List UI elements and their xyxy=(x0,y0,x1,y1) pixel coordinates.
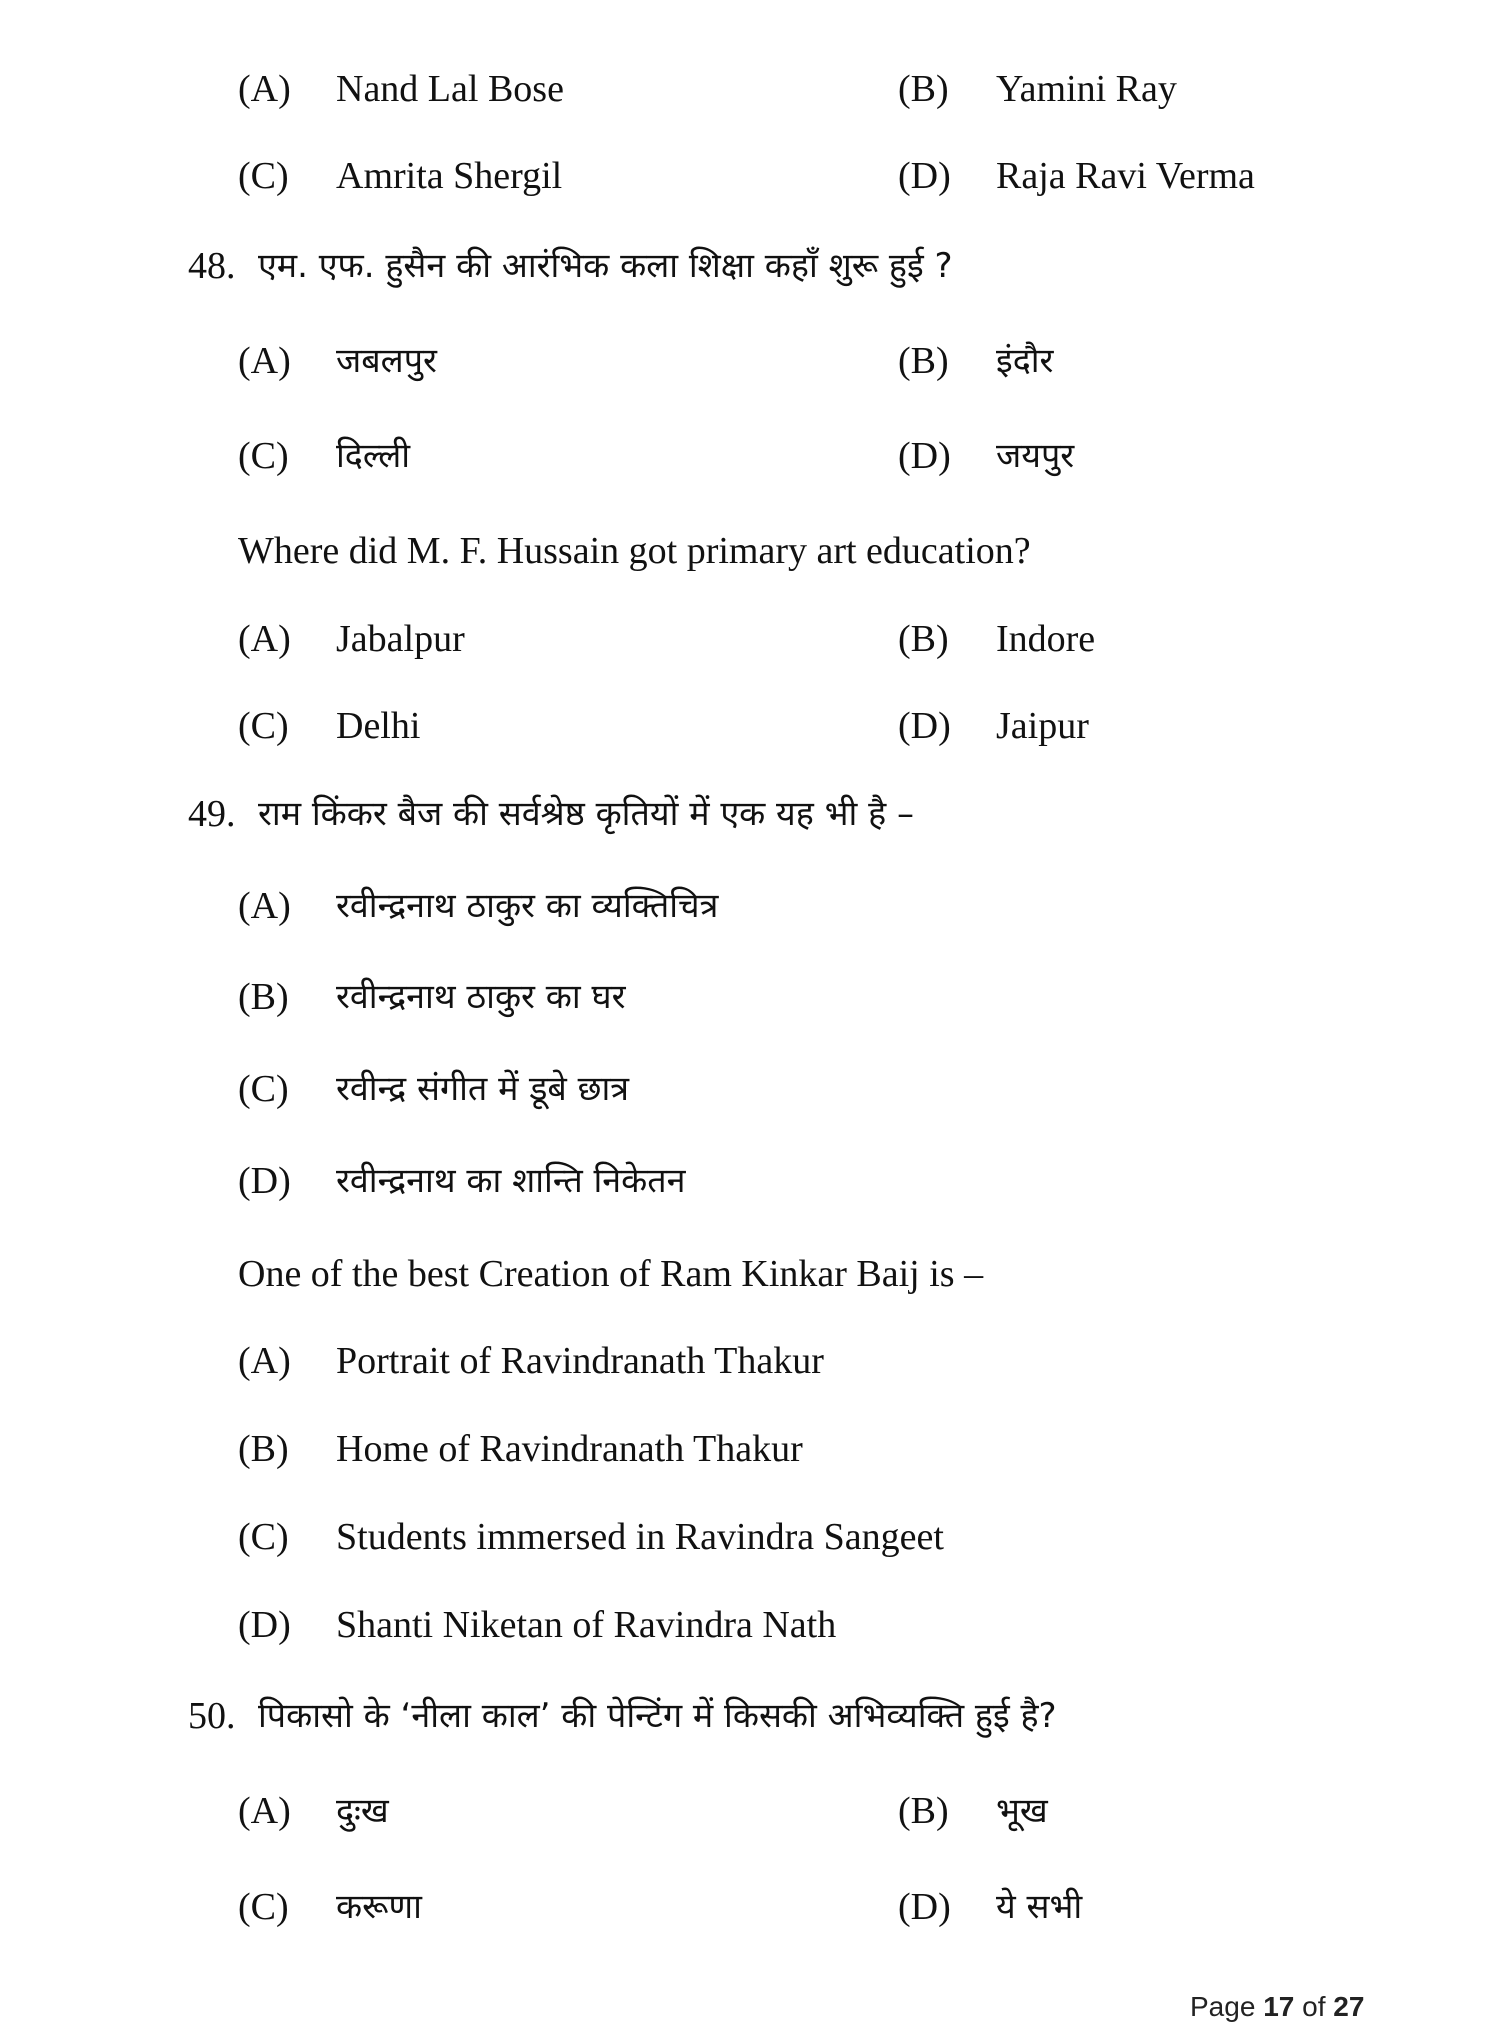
question-text-english: Where did M. F. Hussain got primary art education? xyxy=(238,530,1031,572)
option-label: (A) xyxy=(238,68,291,110)
option-label: (A) xyxy=(238,885,291,927)
option-text-hindi: करूणा xyxy=(336,1887,422,1927)
option-label: (B) xyxy=(898,68,949,110)
option-label: (C) xyxy=(238,1516,289,1558)
option-text-hindi: भूख xyxy=(996,1791,1048,1831)
option-label: (B) xyxy=(898,1790,949,1832)
option-text-hindi: जयपुर xyxy=(996,436,1075,476)
option-text: Jabalpur xyxy=(336,618,465,660)
option-label: (B) xyxy=(898,618,949,660)
option-label: (B) xyxy=(898,340,949,382)
option-text: Amrita Shergil xyxy=(336,155,563,197)
question-text-english: One of the best Creation of Ram Kinkar Baij is – xyxy=(238,1253,984,1295)
question-text-hindi: एम. एफ. हुसैन की आरंभिक कला शिक्षा कहाँ शुरू हुई ? xyxy=(258,246,953,286)
option-label: (B) xyxy=(238,1428,289,1470)
option-text: Nand Lal Bose xyxy=(336,68,564,110)
option-label: (B) xyxy=(238,976,289,1018)
option-text-hindi: रवीन्द्र संगीत में डूबे छात्र xyxy=(336,1069,630,1109)
option-label: (C) xyxy=(238,1068,289,1110)
option-text: Delhi xyxy=(336,705,421,747)
question-number: 49. xyxy=(188,793,236,835)
option-text-hindi: दिल्ली xyxy=(336,436,411,476)
page-footer xyxy=(1190,1990,1364,2024)
option-text-hindi: जबलपुर xyxy=(336,341,437,381)
option-label: (D) xyxy=(898,155,951,197)
question-text-hindi: राम किंकर बैज की सर्वश्रेष्ठ कृतियों में एक यह भी है – xyxy=(258,794,915,834)
option-label: (C) xyxy=(238,1886,289,1928)
question-text-hindi: पिकासो के ‘नीला काल’ की पेन्टिंग में किसकी अभिव्यक्ति हुई है? xyxy=(258,1696,1057,1736)
option-text-hindi: दुःख xyxy=(336,1791,389,1831)
page-word: Page xyxy=(1190,1991,1256,2022)
option-text-hindi: ये सभी xyxy=(996,1887,1083,1927)
option-text: Portrait of Ravindranath Thakur xyxy=(336,1340,824,1382)
option-text-hindi: रवीन्द्रनाथ ठाकुर का घर xyxy=(336,977,626,1017)
option-text-hindi: रवीन्द्रनाथ का शान्ति निकेतन xyxy=(336,1161,686,1201)
option-text: Shanti Niketan of Ravindra Nath xyxy=(336,1604,837,1646)
option-label: (C) xyxy=(238,705,289,747)
option-text: Raja Ravi Verma xyxy=(996,155,1255,197)
option-label: (D) xyxy=(898,1886,951,1928)
total-pages-number: 27 xyxy=(1333,1991,1365,2022)
option-label: (A) xyxy=(238,340,291,382)
option-text: Indore xyxy=(996,618,1096,660)
option-label: (D) xyxy=(238,1604,291,1646)
option-label: (D) xyxy=(898,705,951,747)
option-text: Yamini Ray xyxy=(996,68,1177,110)
option-label: (D) xyxy=(238,1160,291,1202)
option-text: Home of Ravindranath Thakur xyxy=(336,1428,803,1470)
option-label: (C) xyxy=(238,435,289,477)
option-text: Students immersed in Ravindra Sangeet xyxy=(336,1516,944,1558)
question-number: 50. xyxy=(188,1695,236,1737)
option-label: (A) xyxy=(238,1340,291,1382)
of-word: of xyxy=(1302,1991,1326,2022)
option-text-hindi: इंदौर xyxy=(996,341,1054,381)
option-label: (A) xyxy=(238,1790,291,1832)
option-label: (D) xyxy=(898,435,951,477)
option-text-hindi: रवीन्द्रनाथ ठाकुर का व्यक्तिचित्र xyxy=(336,886,719,926)
current-page-number: 17 xyxy=(1263,1991,1295,2022)
option-text: Jaipur xyxy=(996,705,1089,747)
option-label: (C) xyxy=(238,155,289,197)
question-number: 48. xyxy=(188,245,236,287)
option-label: (A) xyxy=(238,618,291,660)
